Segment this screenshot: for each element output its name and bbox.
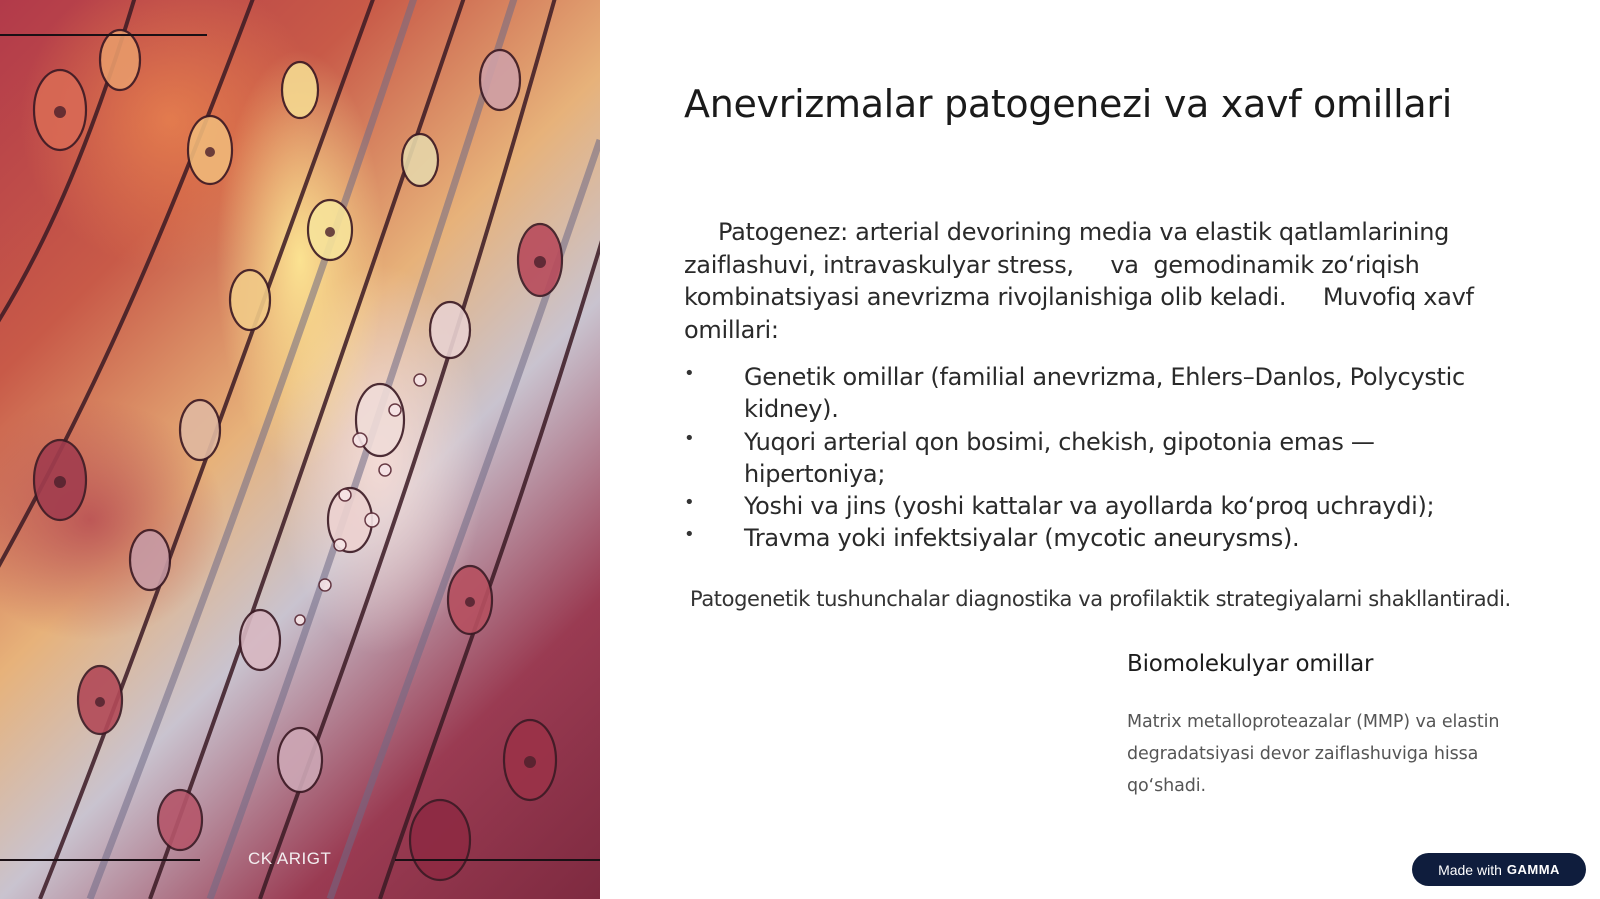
gamma-logo: GAMMA — [1506, 862, 1560, 877]
badge-prefix: Made with — [1438, 861, 1502, 878]
bullet-icon: • — [684, 524, 695, 546]
subsection-text: Matrix metalloproteazalar (MMP) va elastin degradatsiyasi devor zaiflashuviga hissa qo‘shadi. — [1127, 712, 1500, 796]
list-item — [684, 361, 1514, 426]
list-item — [684, 522, 1514, 554]
bullet-icon: • — [684, 363, 695, 384]
slide-illustration — [0, 0, 600, 899]
bullet-icon: • — [684, 492, 695, 514]
summary-text: Patogenetik tushunchalar diagnostika va profilaktik strategiyalarni shakllantiradi. — [690, 587, 1511, 611]
slide-title: Anevrizmalar patogenezi va xavf omillari — [684, 82, 1453, 126]
list-item-text: Yoshi va jins (yoshi kattalar va ayollarda ko‘proq uchraydi); — [744, 492, 1435, 521]
risk-factor-list — [684, 361, 1514, 555]
list-item — [684, 426, 1514, 491]
list-item-text: Yuqori arterial qon bosimi, chekish, gipotonia emas — hipertoniya; — [744, 427, 1375, 488]
list-item — [684, 490, 1514, 522]
list-item-text: Travma yoki infektsiyalar (mycotic aneurysms). — [744, 524, 1300, 553]
illustration-caption: CK ARIGT — [248, 849, 332, 868]
list-item-text: Genetik omillar (familial anevrizma, Ehlers–Danlos, Polycystic kidney). — [744, 363, 1465, 424]
made-with-gamma-badge[interactable] — [1412, 853, 1586, 886]
bullet-icon: • — [684, 427, 695, 449]
intro-paragraph: Patogenez: arterial devorining media va elastik qatlamlarining zaiflashuvi, intravaskulyar stress, va gemodinamik zo‘riqish kombinatsiyasi anevrizma rivojlanishiga olib keladi. Muvofiq xavf omillari: — [684, 218, 1481, 344]
subsection-title: Biomolekulyar omillar — [1127, 651, 1374, 677]
cells-artwork — [0, 0, 600, 899]
